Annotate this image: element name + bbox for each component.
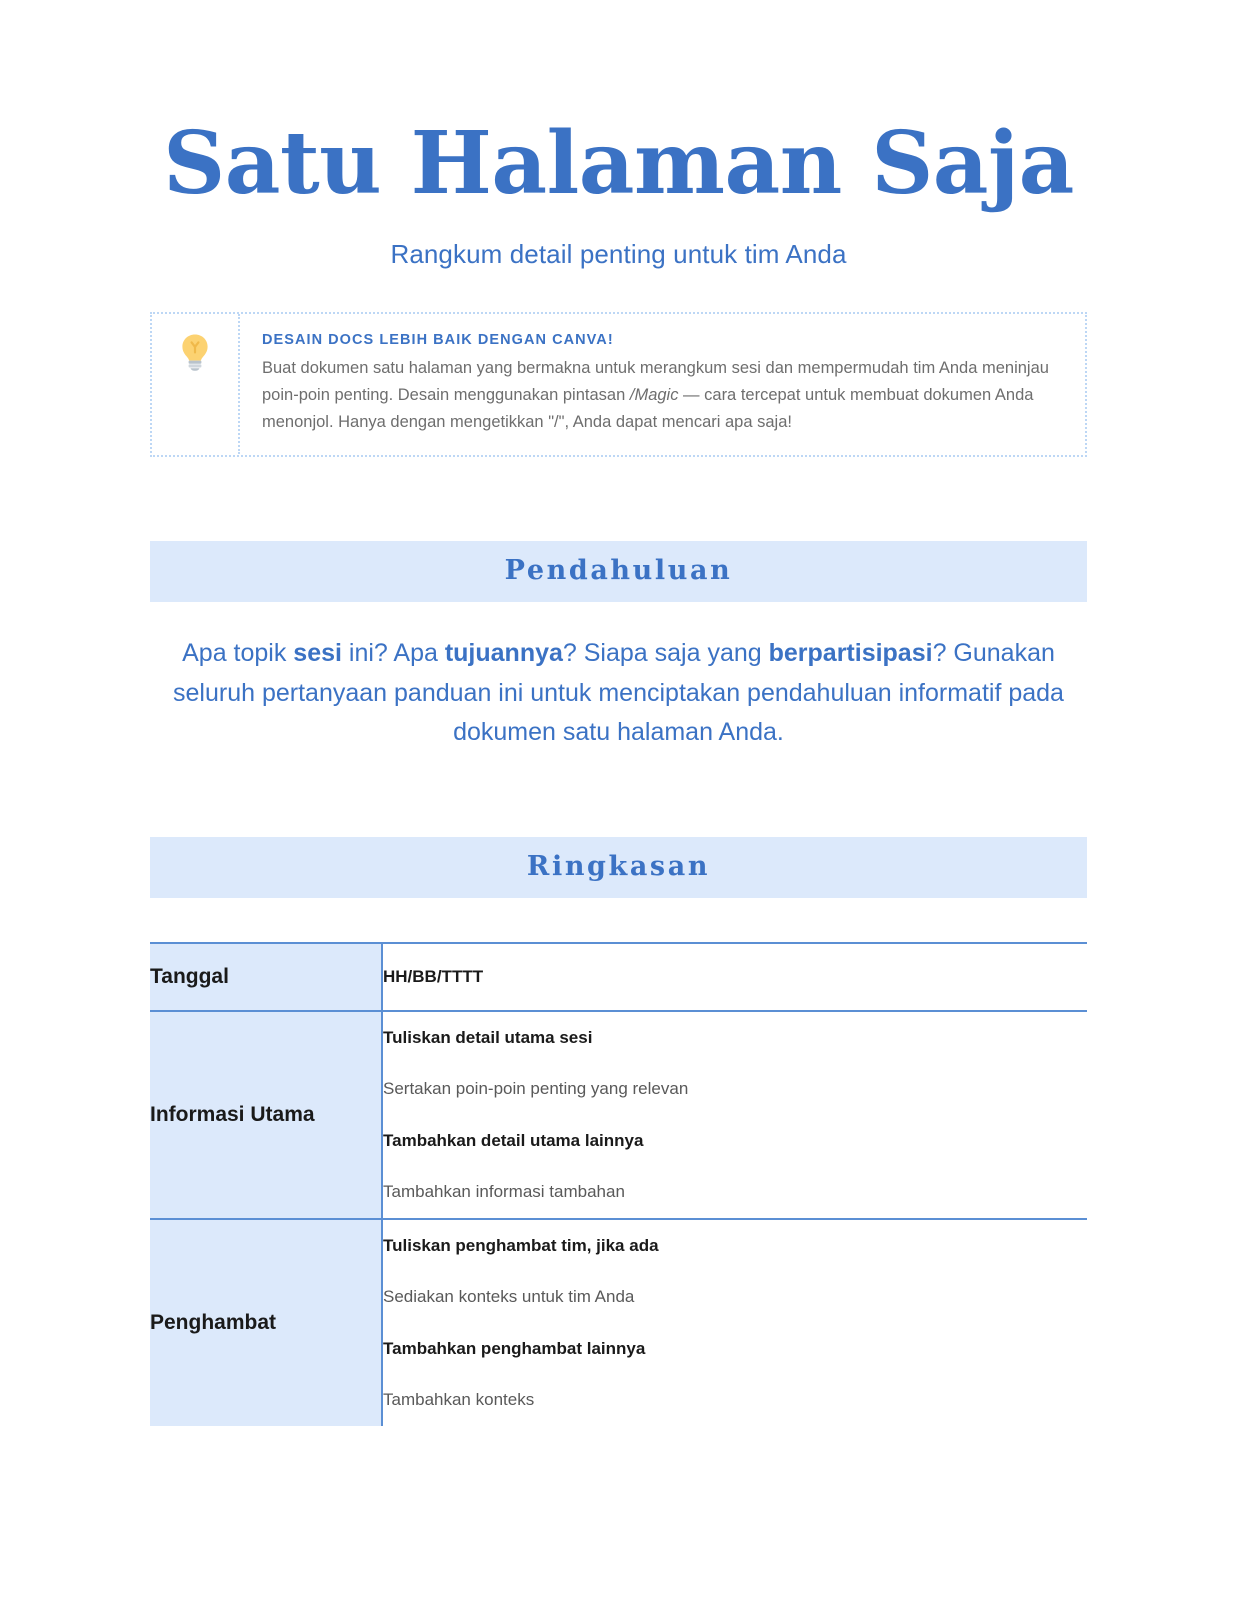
tip-body-part2: — cara tercepat untuk membuat dokumen Anda menonjol. Hanya dengan mengetikkan "/", Anda dapat mencari apa saja!	[262, 385, 1034, 431]
intro-bold-tujuannya: tujuannya	[444, 639, 563, 668]
intro-bold-berpartisipasi: berpartisipasi	[768, 639, 933, 668]
section-title-ringkasan: Ringkasan	[526, 850, 711, 882]
row-label-penghambat: Penghambat	[150, 1219, 382, 1426]
lightbulb-icon	[178, 332, 212, 372]
intro-text-4: ? Gunakan seluruh pertanyaan panduan ini untuk menciptakan pendahuluan informatif pada dokumen satu halaman Anda.	[173, 639, 1064, 747]
table-row	[150, 1219, 1087, 1426]
summary-table-body	[150, 943, 1087, 1426]
value-line[interactable]: Tambahkan informasi tambahan	[383, 1182, 625, 1202]
value-line[interactable]: Tambahkan konteks	[383, 1390, 535, 1410]
section-title-pendahuluan: Pendahuluan	[504, 555, 733, 587]
tip-icon-cell	[152, 314, 240, 454]
table-row	[150, 943, 1087, 1011]
page-subtitle: Rangkum detail penting untuk tim Anda	[390, 239, 847, 270]
section-band-ringkasan	[150, 837, 1087, 898]
value-line[interactable]: Tuliskan detail utama sesi	[383, 1027, 593, 1047]
row-label-tanggal: Tanggal	[150, 943, 382, 1011]
table-row	[150, 1011, 1087, 1219]
intro-paragraph	[150, 602, 1087, 753]
value-line[interactable]: Tambahkan penghambat lainnya	[383, 1338, 646, 1358]
row-value-penghambat[interactable]	[382, 1219, 1087, 1426]
section-band-pendahuluan	[150, 541, 1087, 602]
intro-text-3: ? Siapa saja yang	[562, 639, 769, 668]
row-value-informasi-utama[interactable]	[382, 1011, 1087, 1219]
row-label-informasi-utama: Informasi Utama	[150, 1011, 382, 1219]
value-line[interactable]: Tuliskan penghambat tim, jika ada	[383, 1235, 659, 1255]
intro-bold-sesi: sesi	[293, 639, 342, 668]
value-line[interactable]: Sertakan poin-poin penting yang relevan	[383, 1079, 689, 1099]
row-value-tanggal[interactable]	[382, 943, 1087, 1011]
tip-text-cell	[240, 314, 1085, 455]
tip-heading: DESAIN DOCS LEBIH BAIK DENGAN CANVA!	[262, 332, 614, 349]
tip-body	[262, 355, 1063, 435]
page-title: Satu Halaman Saja	[163, 113, 1074, 214]
value-line[interactable]: Sediakan konteks untuk tim Anda	[383, 1287, 635, 1307]
value-line[interactable]: Tambahkan detail utama lainnya	[383, 1130, 644, 1150]
summary-table	[150, 942, 1087, 1426]
intro-text-2: ini? Apa	[341, 639, 445, 668]
value-line[interactable]: HH/BB/TTTT	[383, 967, 484, 987]
intro-text-1: Apa topik	[182, 639, 294, 668]
tip-callout-box	[150, 312, 1087, 457]
tip-body-part1: Buat dokumen satu halaman yang bermakna untuk merangkum sesi dan mempermudah tim Anda meninjau poin-poin penting. Desain menggunakan pintasan	[262, 359, 1049, 404]
tip-body-magic-shortcut: /Magic	[629, 385, 679, 404]
